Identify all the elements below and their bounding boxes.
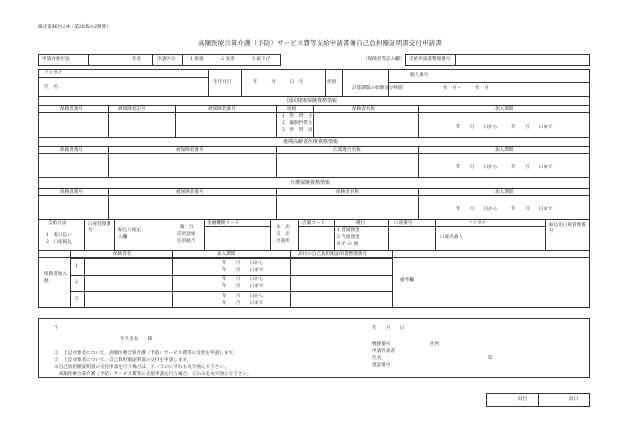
rep-label: 申請代表者 [372,349,395,354]
nhi-insured-no: 被保険者番号 [208,107,236,112]
nhi-period: 加入期間 [495,107,514,112]
elderly-insured-no: 被保険者番号 [176,148,204,153]
history-from-3: 年 月 日から [222,294,264,299]
history-from-1: 年 月 日から [222,261,264,266]
postal-label: 郵便番号 [372,342,391,347]
pay-transfer[interactable]: 2 口座振込 [46,240,72,245]
nhi-insurer-no: 保険者番号 [60,107,83,112]
clause-4: 高額医療合算介護（予防）サービス費等の支給申請を行う場合、①のみを丸で囲んで下さい。 [54,372,252,377]
year-unit: 年度 [132,57,142,62]
nhi-rel1[interactable]: 1 世 帯 主 [282,114,313,119]
category-label: 申請区分 [157,57,176,62]
form-title: 高額医療合算介護（予防）サービス費等支給申請書兼自己負担額証明書交付申請書 [198,39,442,47]
address-label: 住所 [430,342,440,347]
period-label: 計算期間の始期及び終期 [352,86,403,91]
accept-label: 収付 [518,397,528,402]
care-period: 加入期間 [495,190,514,195]
payment-method-label: 支給方法 [48,221,67,226]
elderly-union-name: 広域連合名称 [333,148,361,153]
receipt-label: 収日 [569,397,579,402]
elderly-period-value: 年 月 日から 年 月 日まで [456,165,553,170]
clause-1[interactable]: ① 上記対象者について、高額医療合算介護（予防）サービス費等の支給を申請します。 [54,351,238,356]
credit-union-label: 信用金庫 [177,232,196,237]
credit-coop-label: 信用組合 [177,239,196,244]
category-withdraw[interactable]: 3 取下げ [252,57,271,62]
history-insurer-name: 保険者名 [113,252,132,257]
bank-label: 銀 行 [180,225,194,230]
personal-no-label: 個人番号 [410,73,429,78]
tel-label: 電話番号 [372,363,391,368]
type-ordinary[interactable]: 1 普通預金 [337,228,360,233]
history-own-no: 添付の自己負担額証明書整理番号 [298,252,367,257]
nhi-period-value: 年 月 日から 年 月 日まで [456,125,553,130]
holder-furigana: フリガナ [468,221,487,226]
application-year-label: 申請対象年度 [42,57,70,62]
nhi-insured-symbol: 被保険者記号 [118,107,146,112]
history-row-1: 1 [75,264,78,269]
branch-branch: 支 店 [276,232,290,237]
category-new[interactable]: 1 新規 [190,57,204,62]
clause-3: ※自己負担額証明書の交付申請を行う場合は、①・②のいずれも丸で囲んで下さい。 [54,365,229,370]
applicant-furigana: フリガナ [44,71,63,76]
nhi-header: 国民健康保険資格情報 [287,98,338,104]
account-holder: 口座名義人 [440,235,463,240]
type-other[interactable]: 9 そ の 他 [337,242,359,247]
care-header: 介護保険資格情報 [290,180,331,186]
application-date: 年 月 日 [372,326,405,331]
elderly-period: 加入期間 [495,148,514,153]
sex-label: 性別 [327,80,337,85]
period-value: 年 月〜 年 月 [443,86,489,91]
branch-office: 出張所 [276,239,290,244]
dob-label: 生年月日 [213,80,232,85]
mayor: 牛久市長 様 [120,337,153,342]
history-side-label: 保険者加入歴 [44,272,67,284]
nhi-rel3[interactable]: 3 世 帯 員 [282,128,313,133]
history-to-3: 年 月 日まで [222,301,264,306]
history-to-1: 年 月 日まで [222,268,264,273]
form-number: 様式第46号の4（第28条の2関係） [38,25,111,30]
care-insurer-no: 保険者番号 [60,190,83,195]
elderly-header: 後期高齢者医療資格情報 [283,139,339,145]
name-label: 氏名 [372,356,382,361]
branch-head: 本 店 [276,225,290,230]
branch-code-label: 店舗コード [302,221,325,226]
history-from-2: 年 月 日から [222,277,264,282]
account-entry: 振込口座記入欄 [118,228,141,240]
history-to-2: 年 月 日まで [222,284,264,289]
history-row-3: 3 [75,297,78,302]
insurer-note: （保険者等記入欄） [363,57,405,62]
pay-window[interactable]: 1 窓口払い [46,233,72,238]
elderly-insurer-no: 保険者番号 [60,148,83,153]
fi-code-label: 金融機関コード [207,221,240,226]
dob-value: 年 月 日 生 [253,80,304,85]
dest-account-no: 振込先口座管理番号 [549,223,586,235]
history-row-2: 2 [75,280,78,285]
seal-mark: 印 [488,356,493,361]
category-change[interactable]: 2 変更 [221,57,235,62]
nhi-relation: 続柄 [287,107,297,112]
zip-mark: 〒 [54,326,59,331]
nhi-insurer-name: 保険者名称 [352,107,375,112]
type-current[interactable]: 2 当座預金 [337,235,360,240]
account-mgmt-no: 口座管理番号 [88,222,111,233]
nhi-rel2[interactable]: 2 擬制世帯主 [282,121,313,126]
care-insured-no: 被保険者番号 [176,190,204,195]
clause-2[interactable]: ② 上記対象者について、自己負担額証明書の交付を申請します。 [54,358,192,363]
memo-label: 備考欄 [400,278,414,283]
support-no-label: 支給申請書整理番号 [409,57,451,62]
care-period-value: 年 月 日から 年 月 日まで [456,207,553,212]
account-no-label: 口座番号 [394,221,413,226]
applicant-name-label: 氏 名 [44,85,58,90]
history-period: 加入期間 [217,252,236,257]
care-insurer-name: 保険者名称 [336,190,359,195]
account-type-label: 種目 [356,221,366,226]
